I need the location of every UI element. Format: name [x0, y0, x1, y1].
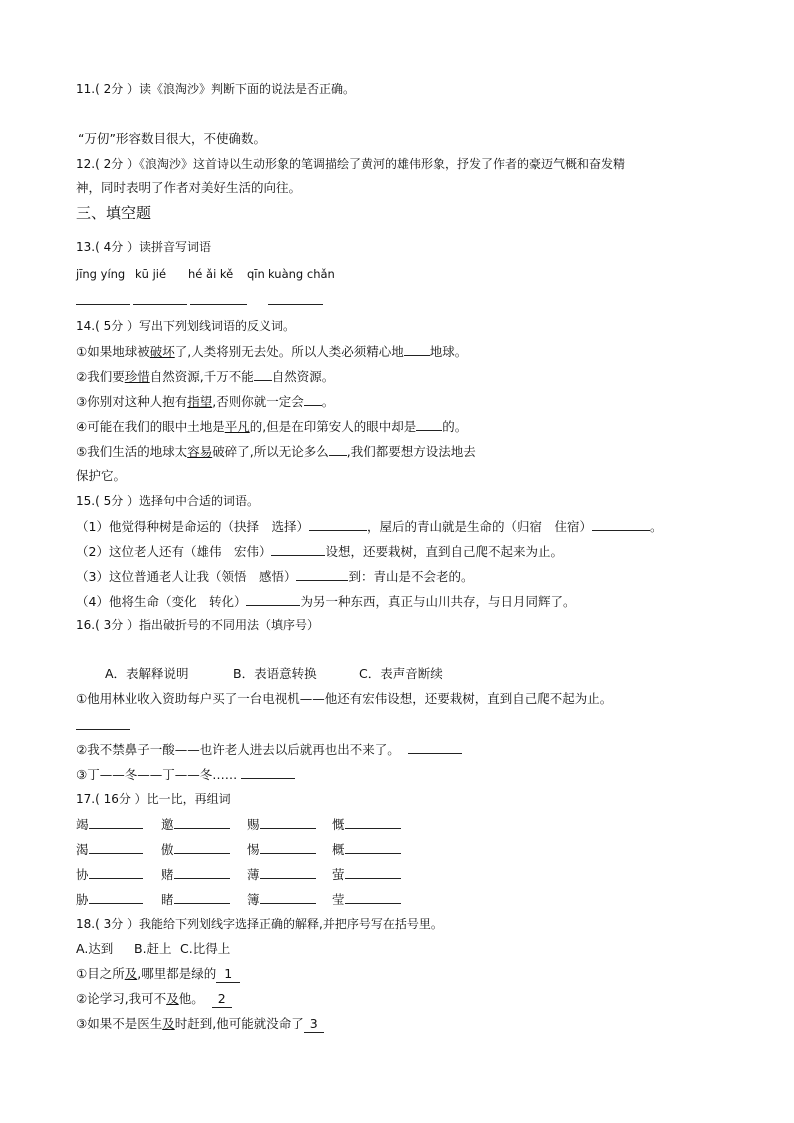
pinyin-1: jīng yíng [76, 267, 126, 281]
answer-blank[interactable] [329, 443, 347, 456]
question-14-sentence-1: ①如果地球被破坏了,人类将别无去处。所以人类必须精心地 地球。 [76, 344, 468, 359]
pinyin-2: kū jié [135, 267, 167, 281]
option-c: C.比得上 [180, 941, 231, 956]
answer-blank[interactable] [304, 393, 322, 406]
question-14-header: 14.( 5分 ）写出下列划线词语的反义词。 [76, 319, 296, 333]
answer-blank[interactable] [345, 866, 401, 879]
compare-char: 赐 [247, 816, 316, 833]
answer-blank[interactable] [246, 593, 300, 606]
answer-blank[interactable] [254, 368, 272, 381]
answer-blank[interactable] [89, 891, 143, 904]
pinyin-3: hé ǎi kě [188, 267, 234, 281]
section-title-fill-blank: 三、填空题 [76, 204, 152, 222]
answer-filled[interactable]: 2 [212, 991, 232, 1008]
answer-blank[interactable] [260, 891, 316, 904]
compare-char: 睹 [161, 891, 230, 908]
compare-char: 邀 [161, 816, 230, 833]
compare-char: 胁 [76, 891, 143, 908]
compare-char: 协 [76, 866, 143, 883]
question-15-line-3: （3）这位普通老人让我（领悟 感悟） 到：青山是不会老的。 [76, 569, 474, 584]
question-17-header: 17.( 16分 ）比一比，再组词 [76, 792, 231, 806]
pinyin-4: qīn [247, 267, 265, 281]
option-a: A.达到 [76, 941, 114, 956]
question-18-sentence-3: ③如果不是医生及时赶到,他可能就没命了 3 [76, 1016, 324, 1033]
answer-blank[interactable] [309, 518, 367, 531]
question-14-sentence-2: ②我们要珍惜自然资源,千万不能 自然资源。 [76, 369, 335, 384]
answer-blank[interactable] [345, 841, 401, 854]
question-15-line-2: （2）这位老人还有（雄伟 宏伟） 设想，还要栽树，直到自己爬不起来为止。 [76, 544, 563, 559]
compare-char: 惕 [247, 841, 316, 858]
question-18-sentence-1: ①目之所及,哪里都是绿的 1 [76, 966, 240, 983]
question-15-line-4: （4）他将生命（变化 转化） 为另一种东西，真正与山川共存，与日月同辉了。 [76, 594, 576, 609]
question-12-line1: 12.( 2分 ）《浪淘沙》这首诗以生动形象的笔调描绘了黄河的雄伟形象，抒发了作者的豪迈气概和奋发精 [76, 157, 626, 171]
question-15-line-1: （1）他觉得种树是命运的（抉择 选择） ，屋后的青山就是生命的（归宿 住宿） 。 [76, 519, 663, 534]
answer-blank[interactable] [174, 866, 230, 879]
answer-filled[interactable]: 1 [216, 966, 240, 983]
option-a: A．表解释说明 [105, 666, 189, 681]
answer-blank[interactable] [89, 841, 143, 854]
answer-blank[interactable] [296, 568, 348, 581]
answer-blank[interactable] [271, 543, 325, 556]
answer-blank[interactable] [416, 418, 442, 431]
answer-blank-13-2[interactable] [133, 304, 187, 305]
answer-blank[interactable] [592, 518, 650, 531]
answer-blank-13-4[interactable] [268, 304, 323, 305]
answer-blank[interactable] [174, 841, 230, 854]
question-13-header: 13.( 4分 ）读拼音写词语 [76, 240, 212, 254]
question-14-sentence-4: ④可能在我们的眼中土地是平凡的,但是在印第安人的眼中却是 的。 [76, 419, 468, 434]
question-16-header: 16.( 3分 ）指出破折号的不同用法（填序号） [76, 618, 320, 632]
question-14-sentence-3: ③你别对这种人抱有指望,否则你就一定会 。 [76, 394, 335, 409]
answer-blank[interactable] [174, 816, 230, 829]
answer-blank[interactable] [408, 741, 462, 754]
answer-blank[interactable] [260, 841, 316, 854]
answer-blank[interactable] [174, 891, 230, 904]
answer-blank[interactable] [260, 816, 316, 829]
compare-char: 竭 [76, 816, 143, 833]
answer-blank-13-3[interactable] [190, 304, 247, 305]
option-b: B．表语意转换 [233, 666, 317, 681]
answer-blank[interactable] [89, 816, 143, 829]
pinyin-5: kuàng chǎn [268, 267, 335, 281]
question-16-sentence-2: ②我不禁鼻子一酸——也许老人进去以后就再也出不来了。 [76, 741, 462, 758]
answer-blank[interactable] [89, 866, 143, 879]
option-b: B.赶上 [134, 941, 172, 956]
question-18-sentence-2: ②论学习,我可不及他。 2 [76, 991, 232, 1008]
compare-char: 薄 [247, 866, 316, 883]
question-12-line2: 神，同时表明了作者对美好生活的向往。 [76, 180, 302, 195]
compare-char: 慨 [332, 816, 401, 833]
question-18-header: 18.( 3分 ）我能给下列划线字选择正确的解释,并把序号写在括号里。 [76, 917, 443, 931]
question-15-header: 15.( 5分 ）选择句中合适的词语。 [76, 494, 260, 508]
question-16-sentence-3: ③丁——冬——丁——冬…… [76, 766, 295, 783]
answer-blank-16-1[interactable] [76, 729, 130, 730]
option-c: C．表声音断续 [359, 666, 443, 681]
compare-char: 渴 [76, 841, 143, 858]
question-16-sentence-1: ①他用林业收入资助每户买了一台电视机——他还有宏伟设想，还要栽树，直到自己爬不起为止。 [76, 691, 613, 706]
answer-blank[interactable] [260, 866, 316, 879]
answer-blank[interactable] [241, 766, 295, 779]
compare-char: 莹 [332, 891, 401, 908]
answer-filled[interactable]: 3 [304, 1016, 324, 1033]
compare-char: 傲 [161, 841, 230, 858]
answer-blank[interactable] [345, 891, 401, 904]
compare-char: 概 [332, 841, 401, 858]
answer-blank[interactable] [345, 816, 401, 829]
compare-char: 萤 [332, 866, 401, 883]
question-14-sentence-5: ⑤我们生活的地球太容易破碎了,所以无论多么 ,我们都要想方设法地去 [76, 444, 476, 459]
question-11-header: 11.( 2分 ）读《浪淘沙》判断下面的说法是否正确。 [76, 82, 356, 96]
question-11-statement: “万仞”形容数目很大，不使确数。 [78, 131, 266, 146]
answer-blank-13-1[interactable] [76, 304, 130, 305]
compare-char: 赌 [161, 866, 230, 883]
question-14-sentence-5-cont: 保护它。 [76, 468, 127, 483]
compare-char: 簿 [247, 891, 316, 908]
answer-blank[interactable] [404, 343, 430, 356]
